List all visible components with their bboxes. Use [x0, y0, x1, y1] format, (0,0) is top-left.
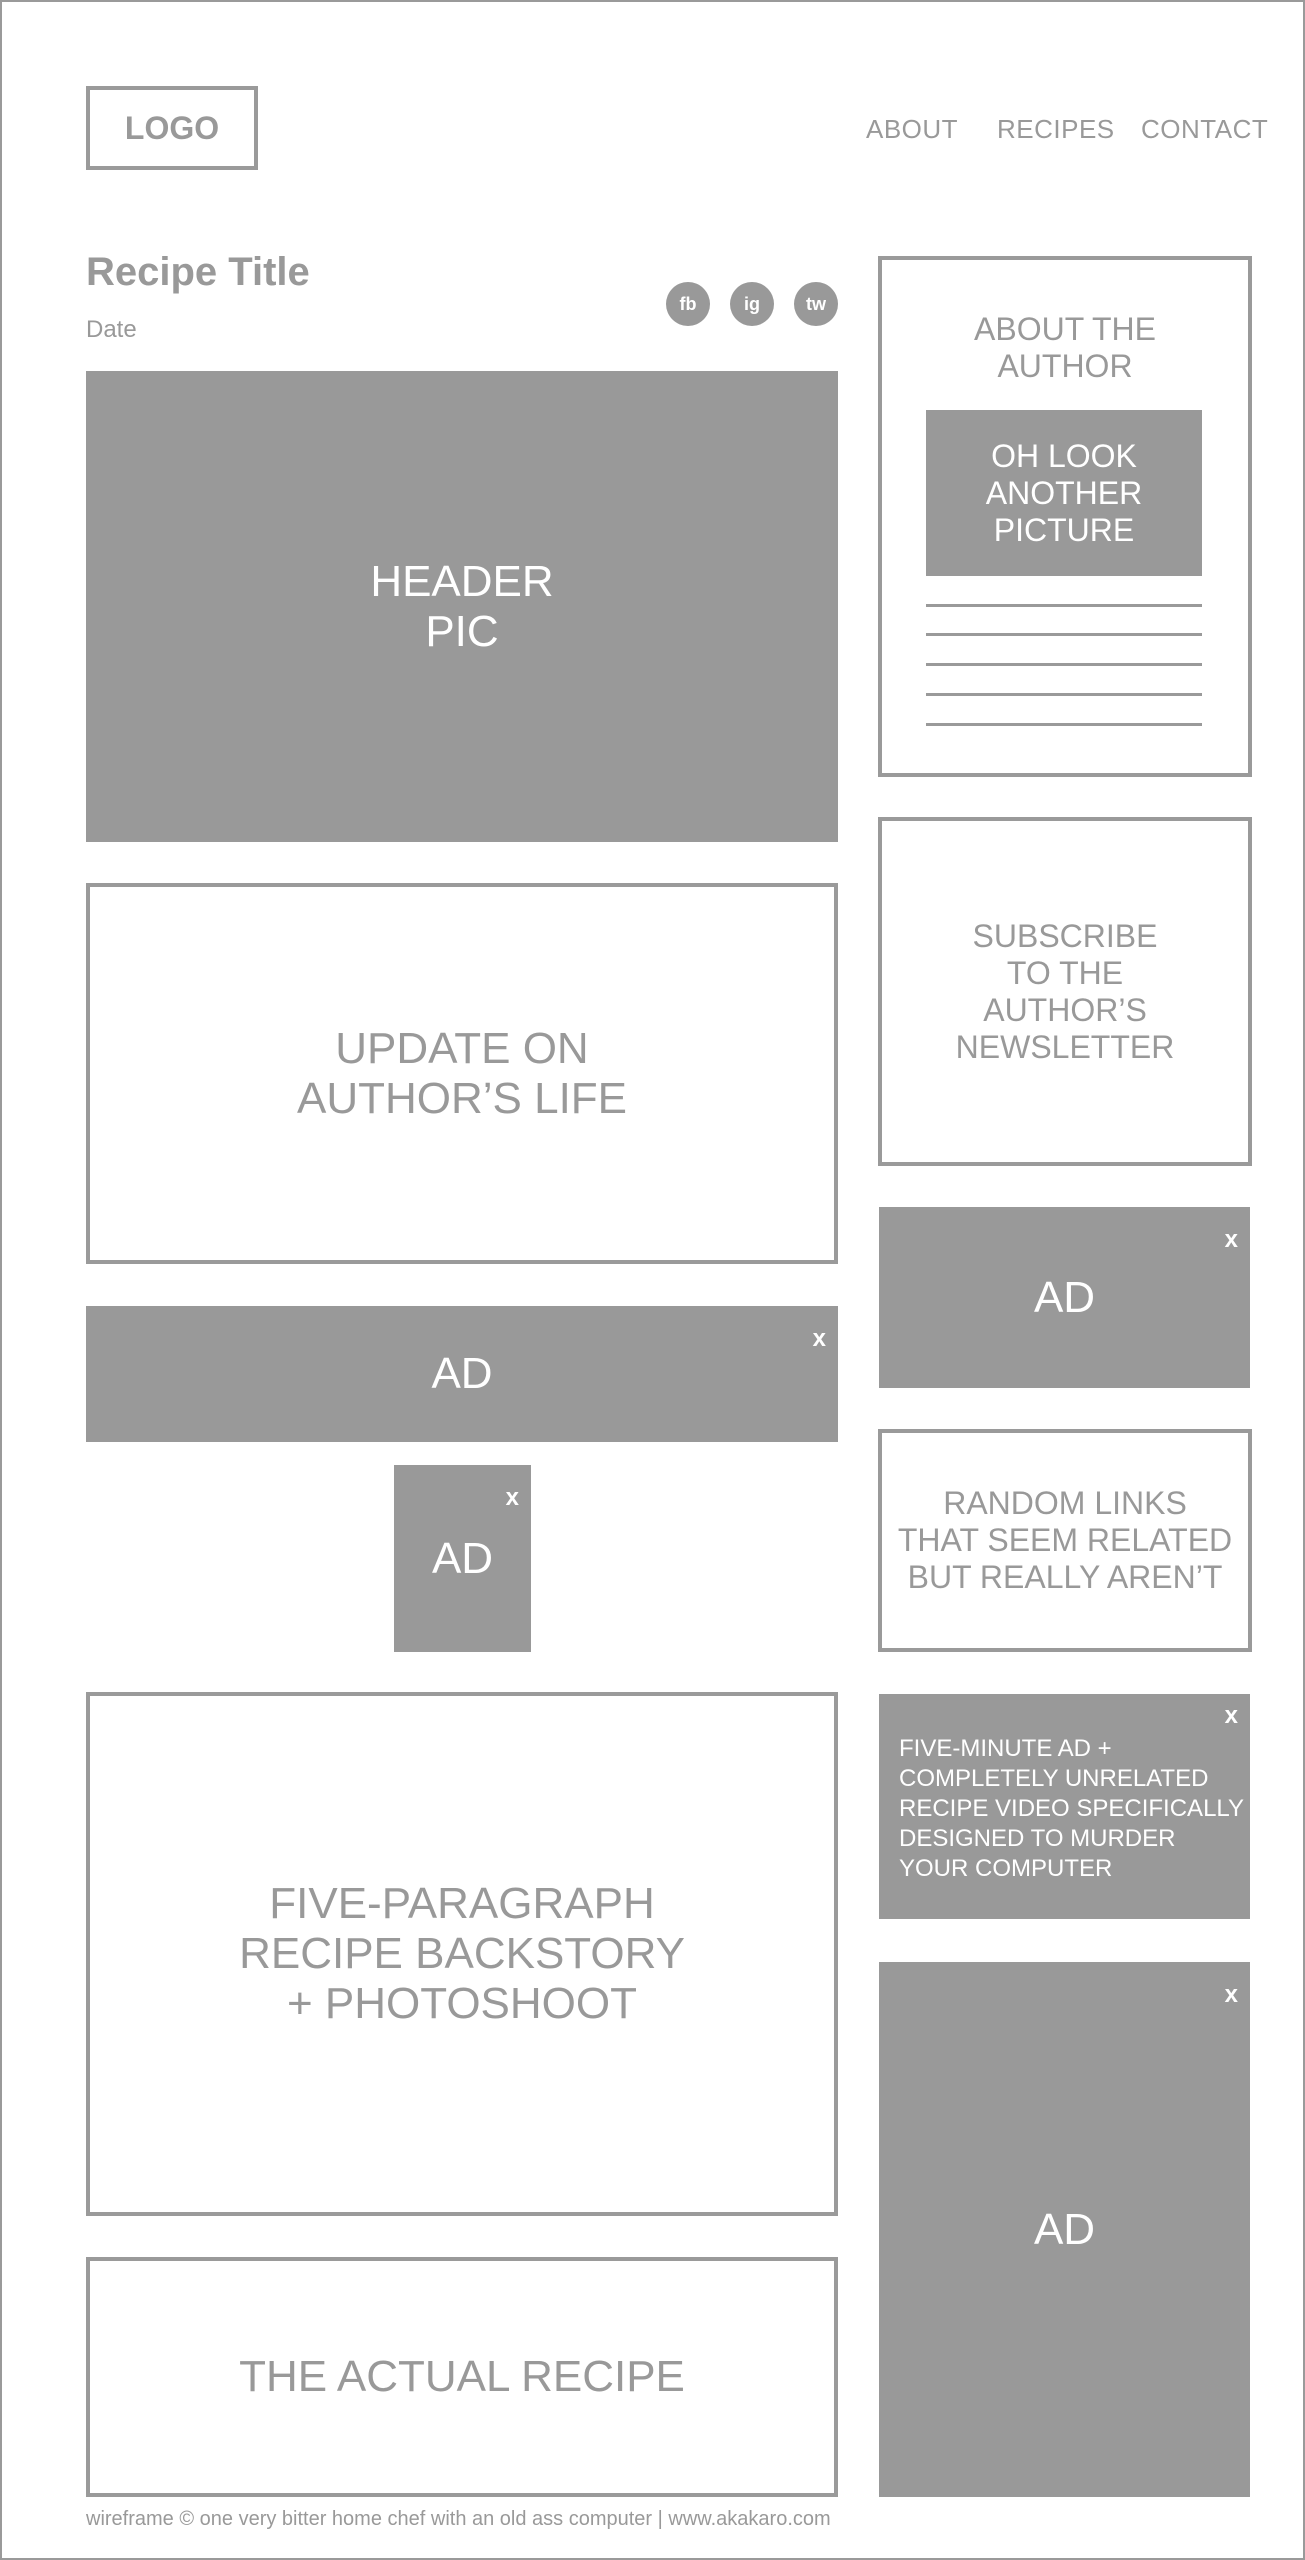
post-date: Date [86, 316, 137, 343]
footer-credit: wireframe © one very bitter home chef with an old ass computer | www.akakaro.com [86, 2508, 831, 2530]
author-life-update: UPDATE ON AUTHOR’S LIFE [86, 883, 838, 1264]
tall-ad[interactable] [879, 1962, 1250, 2497]
video-ad-text: FIVE-MINUTE AD + COMPLETELY UNRELATED RECIPE VIDEO SPECIFICALLY DESIGNED TO MURDER YOUR COMPUTER [899, 1735, 1244, 1882]
tall-ad-label: AD [1033, 2204, 1096, 2254]
instagram-icon[interactable]: ig [730, 282, 774, 326]
sidebar-ad-label: AD [1033, 1272, 1096, 1322]
random-links[interactable]: RANDOM LINKS THAT SEEM RELATED BUT REALLY AREN’T [878, 1429, 1252, 1652]
text-placeholder-line [926, 604, 1202, 607]
close-ad-button[interactable]: x [1224, 1702, 1238, 1729]
video-ad[interactable] [879, 1694, 1250, 1919]
close-ad-button[interactable]: x [1224, 1226, 1238, 1253]
text-placeholder-line [926, 723, 1202, 726]
banner-ad-label: AD [431, 1349, 493, 1398]
close-ad-button[interactable]: x [812, 1325, 826, 1352]
small-ad-label: AD [431, 1533, 494, 1583]
facebook-icon[interactable]: fb [666, 282, 710, 326]
recipe-title: Recipe Title [86, 250, 310, 294]
nav-about[interactable]: ABOUT [866, 114, 959, 144]
sidebar-ad[interactable] [879, 1207, 1250, 1388]
nav-recipes[interactable]: RECIPES [997, 114, 1115, 144]
twitter-icon[interactable]: tw [794, 282, 838, 326]
nav-contact[interactable]: CONTACT [1141, 114, 1269, 144]
text-placeholder-line [926, 633, 1202, 636]
logo[interactable]: LOGO [86, 86, 258, 170]
text-placeholder-line [926, 663, 1202, 666]
actual-recipe: THE ACTUAL RECIPE [86, 2257, 838, 2497]
newsletter-signup[interactable]: SUBSCRIBE TO THE AUTHOR’S NEWSLETTER [878, 817, 1252, 1166]
recipe-backstory: FIVE-PARAGRAPH RECIPE BACKSTORY + PHOTOSHOOT [86, 1692, 838, 2216]
banner-ad[interactable] [86, 1306, 838, 1442]
author-picture: OH LOOK ANOTHER PICTURE [926, 410, 1202, 576]
about-author-heading: ABOUT THE AUTHOR [974, 311, 1156, 384]
header-picture: HEADER PIC [86, 371, 838, 842]
close-ad-button[interactable]: x [505, 1484, 519, 1511]
small-ad[interactable] [394, 1465, 531, 1652]
text-placeholder-line [926, 693, 1202, 696]
close-ad-button[interactable]: x [1224, 1981, 1238, 2008]
